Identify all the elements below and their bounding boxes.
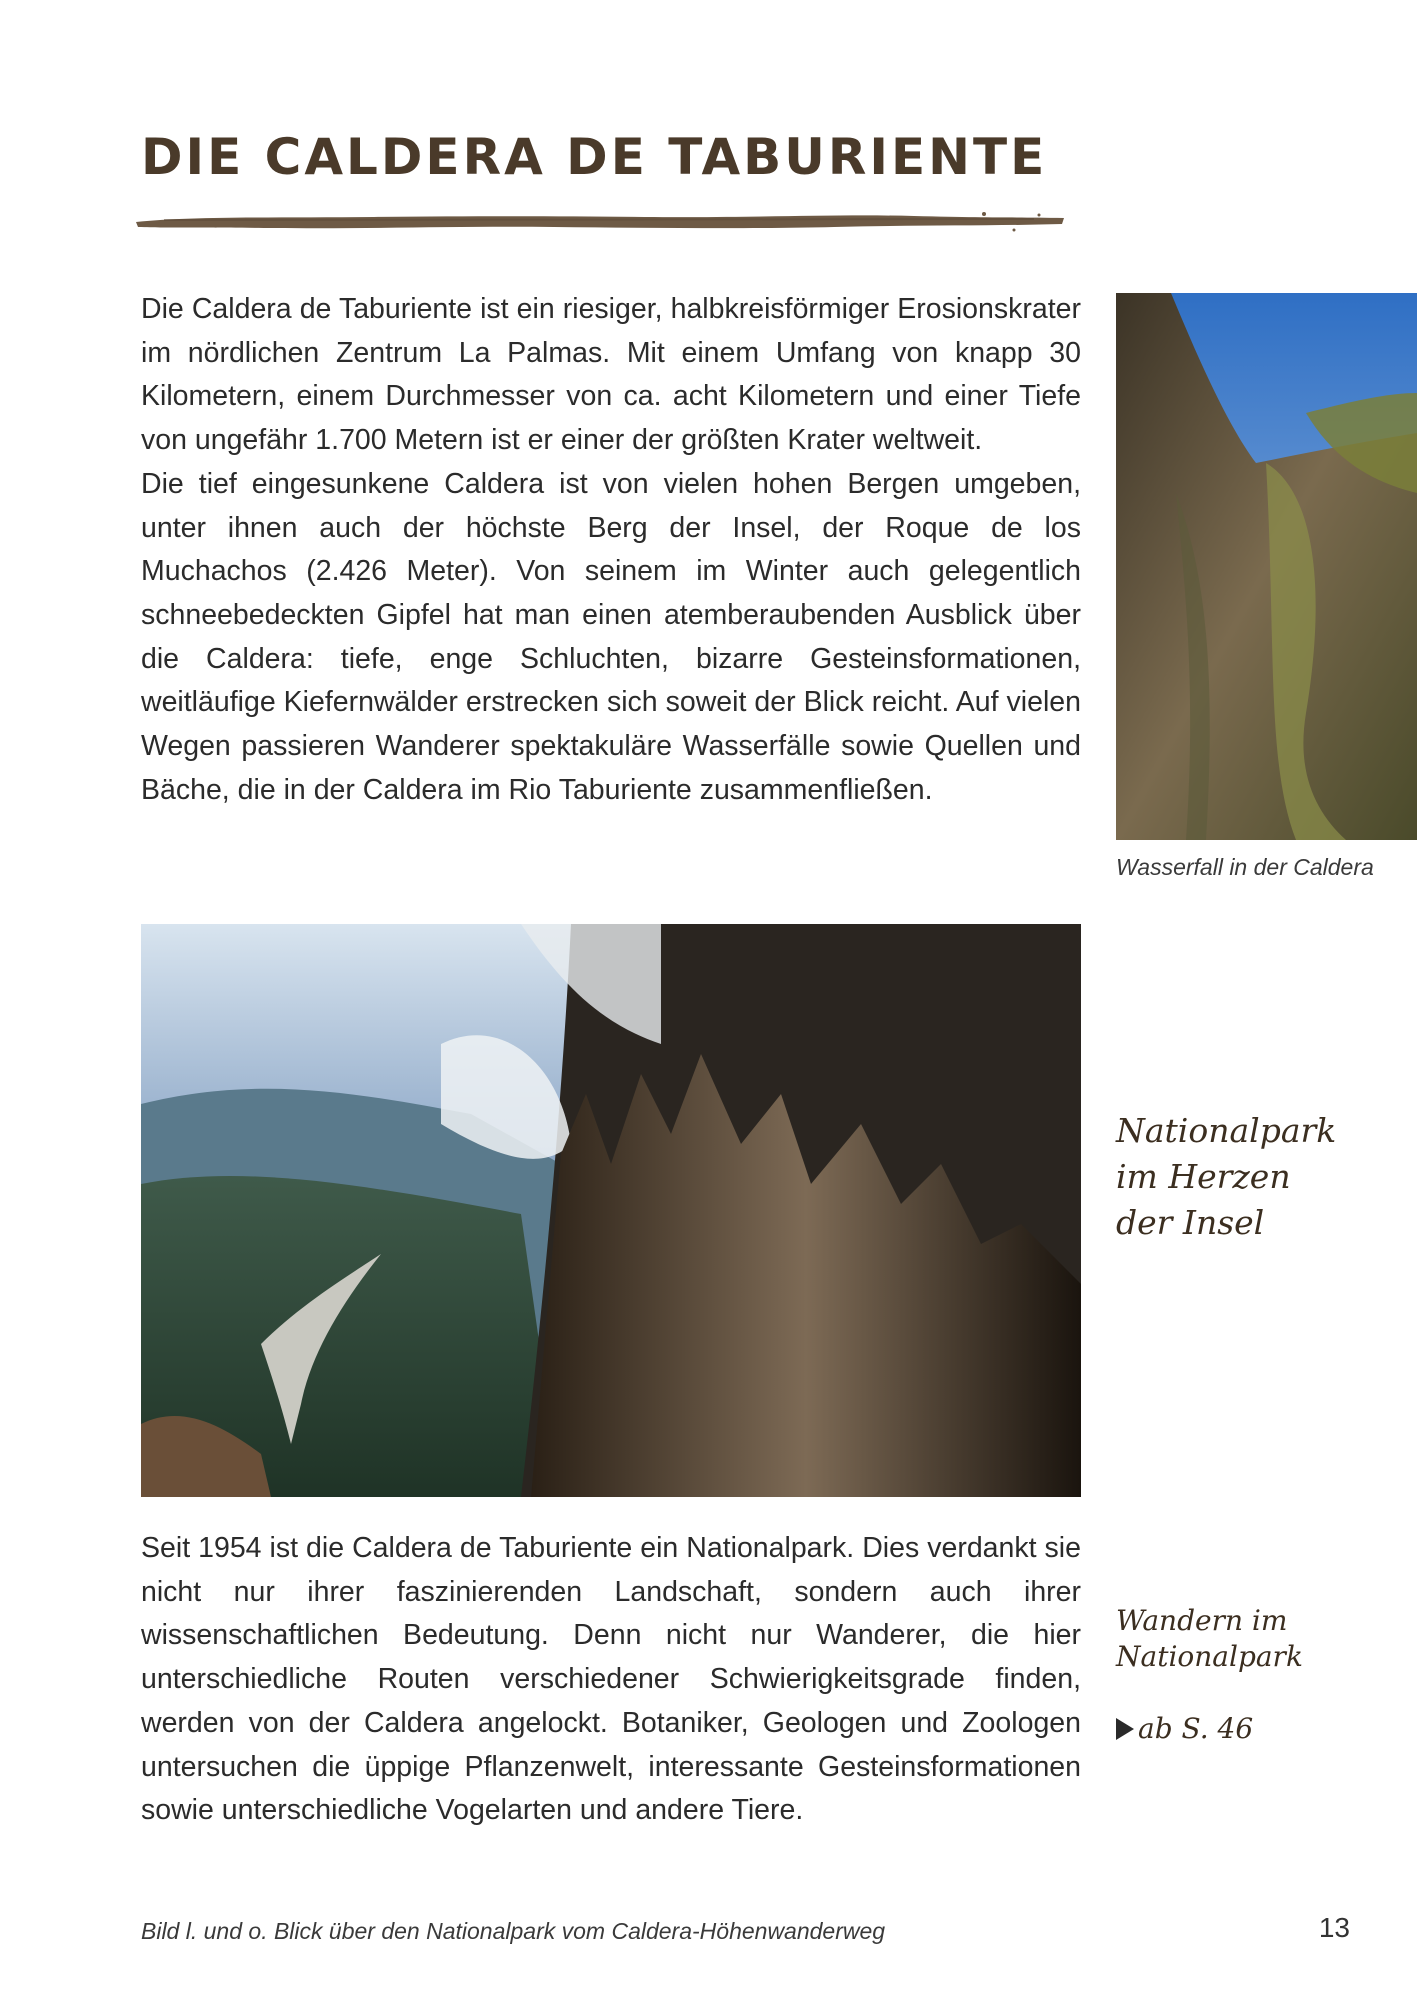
waterfall-caption: Wasserfall in der Caldera bbox=[1116, 854, 1374, 880]
caldera-photo bbox=[141, 924, 1081, 1497]
page-title: DIE CALDERA DE TABURIENTE bbox=[141, 128, 1048, 186]
paragraph-3: Seit 1954 ist die Caldera de Taburiente ein Nationalpark. Dies verdankt sie nicht nur ihrer faszinierenden Landschaft, sondern auch ihrer wissenschaftlichen Bedeutung. Denn nicht nur Wanderer, die hier unterschiedliche Routen verschiedener Schwierigkeitsgrade finden, werden von der Caldera angelockt. Botaniker, Geologen und Zoologen untersuchen die üppige Pflanzenwelt, interessante Gesteinsformationen sowie unterschiedliche Vogelarten und andere Tiere. bbox=[141, 1532, 1081, 1827]
side-note-nationalpark: Nationalpark im Herzen der Insel bbox=[1116, 1111, 1337, 1242]
side-note-wandern-text: Wandern im Nationalpark bbox=[1116, 1604, 1303, 1673]
arrow-right-icon bbox=[1116, 1718, 1134, 1740]
page-number: 13 bbox=[1318, 1912, 1350, 1943]
intro-paragraph bbox=[141, 288, 1081, 812]
side-note-page-reference[interactable]: ab S. 46 bbox=[1138, 1712, 1254, 1745]
title-brush-underline bbox=[134, 208, 1068, 236]
side-note-wandern bbox=[1116, 1567, 1376, 1747]
waterfall-photo bbox=[1116, 293, 1417, 840]
photo-caption-bottom: Bild l. und o. Blick über den Nationalpark vom Caldera-Höhenwanderweg bbox=[141, 1918, 886, 1944]
paragraph-1: Die Caldera de Taburiente ist ein riesiger, halbkreisförmiger Erosionskrater im nördlichen Zentrum La Palmas. Mit einem Umfang von knapp 30 Kilometern, einem Durchmesser von ca. acht Kilometern und einer Tiefe von ungefähr 1.700 Metern ist er einer der größten Krater weltweit. bbox=[141, 293, 1081, 457]
paragraph-2: Die tief eingesunkene Caldera ist von vielen hohen Bergen umgeben, unter ihnen auch der höchste Berg der Insel, der Roque de los Muchachos (2.426 Meter). Von seinem im Winter auch gelegentlich schneebedeckten Gipfel hat man einen atemberaubenden Ausblick über die Caldera: tiefe, enge Schluchten, bizarre Gesteinsformationen, weitläufige Kiefernwälder erstrecken sich soweit der Blick reicht. Auf vielen Wegen passieren Wanderer spektakuläre Wasserfälle sowie Quellen und Bäche, die in der Caldera im Rio Taburiente zusammenfließen. bbox=[141, 467, 1081, 806]
nationalpark-paragraph bbox=[141, 1527, 1081, 1833]
